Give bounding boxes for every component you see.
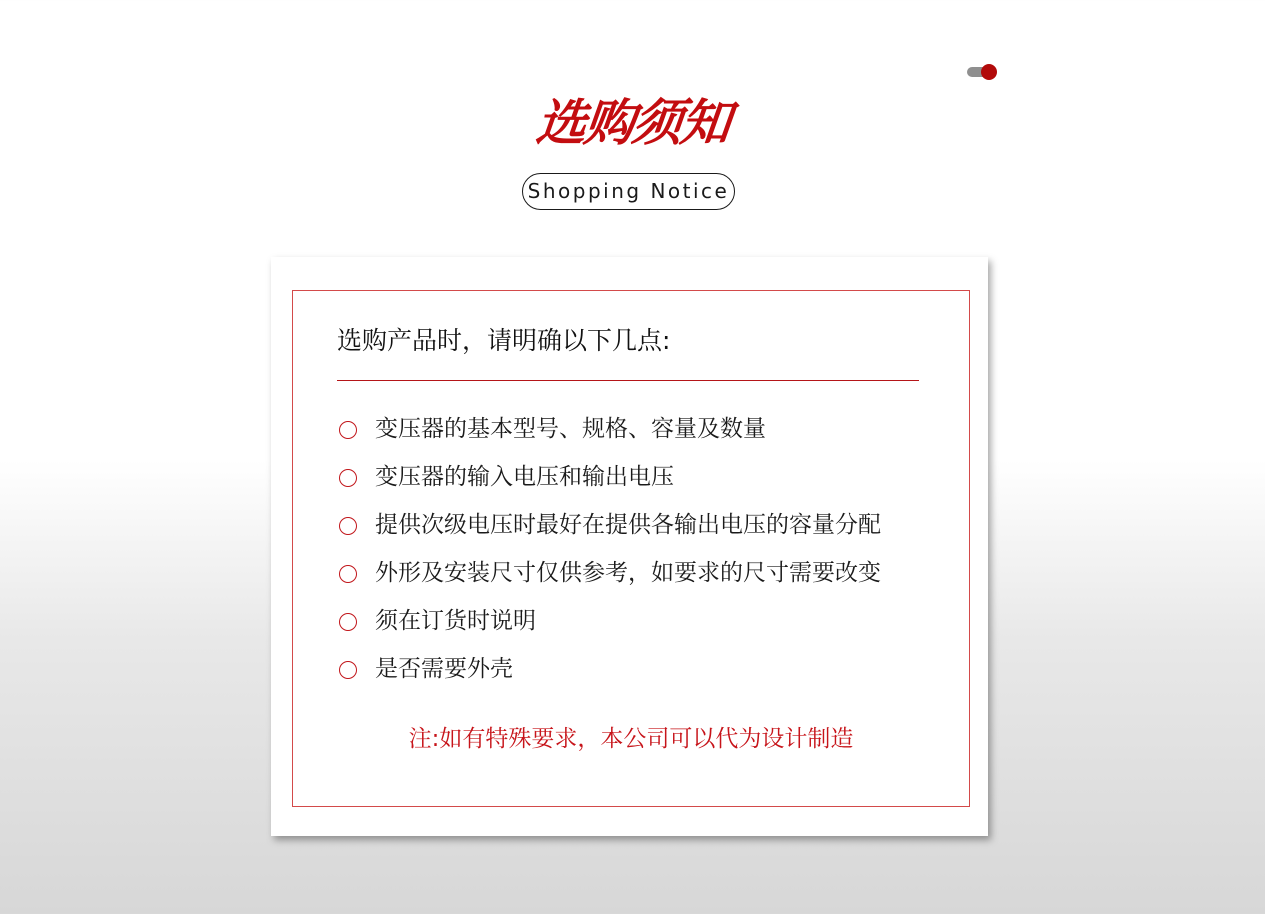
list-item-text: 须在订货时说明 [375, 608, 536, 634]
circle-outline-icon [339, 613, 357, 631]
circle-outline-icon [339, 421, 357, 439]
page-title: 选购须知 [533, 94, 732, 152]
notice-card-frame [292, 290, 970, 807]
list-item-text: 提供次级电压时最好在提供各输出电压的容量分配 [375, 512, 881, 538]
list-item-text: 外形及安装尺寸仅供参考，如要求的尺寸需要改变 [375, 560, 881, 586]
list-item-text: 是否需要外壳 [375, 656, 513, 682]
page-subtitle: Shopping Notice [522, 173, 735, 210]
circle-outline-icon [339, 517, 357, 535]
list-item-text: 变压器的输入电压和输出电压 [375, 464, 674, 490]
toggle-knob [981, 64, 997, 80]
notice-heading: 选购产品时，请明确以下几点: [337, 326, 671, 355]
custom-design-note: 注:如有特殊要求，本公司可以代为设计制造 [408, 726, 854, 752]
notice-card [271, 257, 988, 836]
circle-outline-icon [339, 469, 357, 487]
circle-outline-icon [339, 661, 357, 679]
circle-outline-icon [339, 565, 357, 583]
heading-divider [337, 380, 919, 381]
toggle-switch-icon [967, 64, 997, 80]
list-item-text: 变压器的基本型号、规格、容量及数量 [375, 416, 766, 442]
